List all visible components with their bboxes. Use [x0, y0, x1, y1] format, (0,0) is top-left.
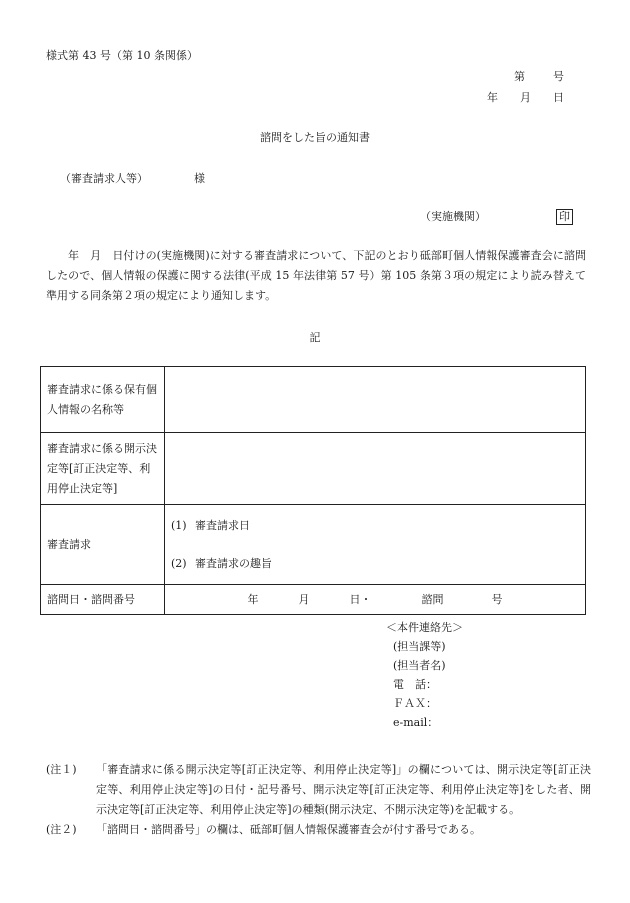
issuer-line — [420, 209, 573, 225]
table-row — [41, 585, 586, 615]
note-label: (注２) — [46, 823, 77, 836]
inquiry-year: 年 — [247, 592, 259, 606]
table-row — [41, 505, 586, 585]
date-month: 月 — [520, 91, 531, 104]
row-label-personal-info: 審査請求に係る保有個人情報の名称等 — [41, 367, 165, 433]
row-label-request: 審査請求 — [41, 505, 165, 585]
number-go: 号 — [553, 70, 564, 83]
form-number: 様式第 43 号（第 10 条関係） — [46, 49, 198, 62]
number-dai: 第 — [514, 70, 525, 83]
contact-phone: 電 話： — [393, 678, 437, 691]
request-item-date — [171, 518, 579, 534]
request-item-date-num: (1) — [171, 518, 187, 532]
contact-heading: ＜本件連絡先＞ — [386, 621, 463, 634]
request-item-purpose-text: 審査請求の趣旨 — [195, 556, 272, 570]
row-value-inquiry — [165, 585, 586, 615]
issuer-label: （実施機関） — [420, 210, 486, 223]
addressee-label: （審査請求人等） — [60, 172, 148, 185]
addressee-line — [60, 171, 205, 186]
row-label-disclosure-decision: 審査請求に係る開示決定等[訂正決定等、利用停止決定等] — [41, 433, 165, 505]
row-label-inquiry: 諮問日・諮問番号 — [41, 585, 165, 615]
row-value-disclosure-decision — [165, 433, 586, 505]
note-label: (注１) — [46, 763, 77, 776]
table-row — [41, 433, 586, 505]
notes-section — [46, 760, 591, 840]
table-row — [41, 367, 586, 433]
request-item-purpose-num: (2) — [171, 556, 187, 570]
details-table — [40, 366, 586, 615]
note-item — [46, 820, 591, 840]
inquiry-go: 号 — [491, 592, 503, 606]
document-title: 諮問をした旨の通知書 — [260, 131, 370, 144]
note-item — [46, 760, 591, 820]
row-value-personal-info — [165, 367, 586, 433]
inquiry-month: 月 — [298, 592, 310, 606]
inquiry-shimon: 諮問 — [421, 592, 444, 606]
date-year: 年 — [487, 91, 498, 104]
document-date-line — [487, 90, 564, 105]
document-number-line — [514, 69, 564, 84]
note-text: 「諮問日・諮問番号」の欄は、砥部町個人情報保護審査会が付す番号である。 — [96, 823, 481, 836]
ki-heading: 記 — [309, 331, 321, 344]
inquiry-day: 日・ — [349, 592, 372, 606]
body-paragraph: 年 月 日付けの(実施機関)に対する審査請求について、下記のとおり砥部町個人情報保護審査会に諮問したので、個人情報の保護に関する法律(平成 15 年法律第 57 号）第 105 条第３項の規定により読み替えて準用する同条第２項の規定により通知します。 — [46, 249, 586, 302]
contact-person: (担当者名) — [393, 659, 446, 672]
note-text: 「審査請求に係る開示決定等[訂正決定等、利用停止決定等]」の欄については、開示決定等[訂正決定等、利用停止決定等]の日付・記号番号、開示決定等[訂正決定等、利用停止決定等]をした者、開示決定等[訂正決定等、利用停止決定等]の種類(開示決定、不開示決定等)を記載する。 — [96, 763, 591, 816]
contact-block — [386, 618, 463, 732]
date-day: 日 — [553, 91, 564, 104]
contact-email: e-mail： — [393, 716, 439, 729]
row-value-request — [165, 505, 586, 585]
seal-mark: 印 — [556, 209, 573, 225]
request-item-date-text: 審査請求日 — [195, 518, 250, 532]
contact-fax: ＦＡＸ： — [393, 697, 437, 710]
addressee-honorific: 様 — [194, 172, 205, 185]
request-item-purpose — [171, 556, 579, 572]
contact-dept: (担当課等) — [393, 640, 446, 653]
